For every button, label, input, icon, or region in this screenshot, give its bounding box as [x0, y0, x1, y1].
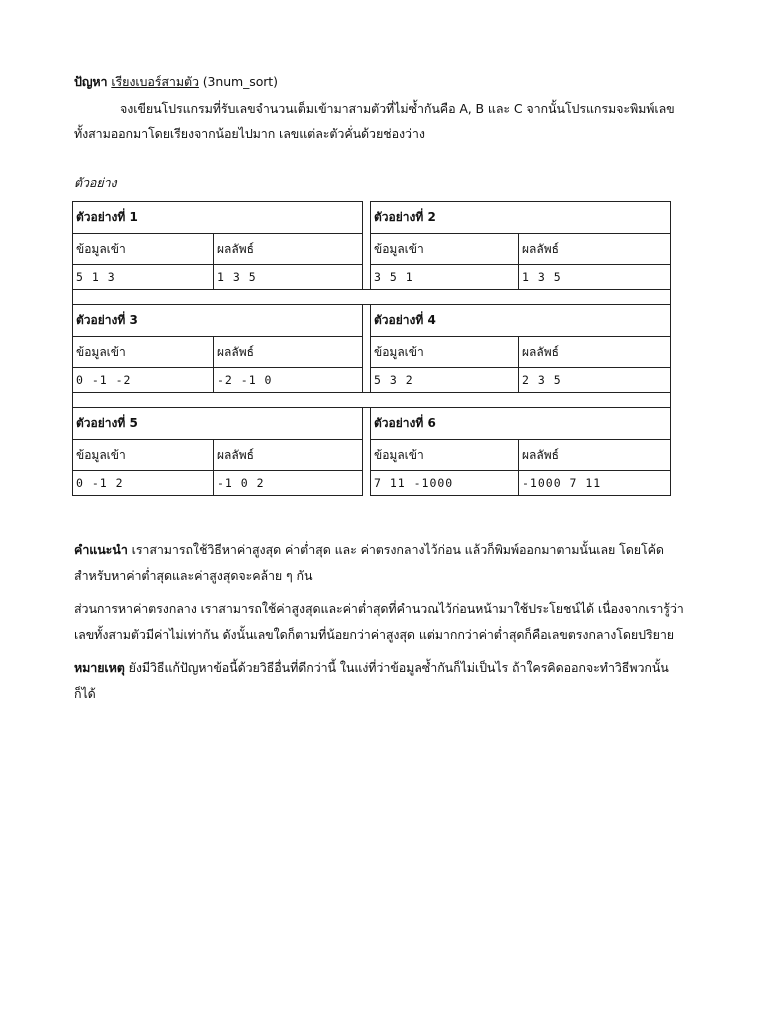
example-3-title: ตัวอย่างที่ 3	[73, 305, 363, 337]
example-5-output-label: ผลลัพธ์	[214, 440, 363, 471]
example-5-output: -1 0 2	[214, 471, 363, 496]
problem-label: ปัญหา	[74, 74, 108, 89]
example-5-title: ตัวอย่างที่ 5	[73, 408, 363, 440]
example-6-input-label: ข้อมูลเข้า	[371, 440, 519, 471]
note-line2: ก็ได้	[74, 686, 96, 701]
hint-line2: สำหรับหาค่าต่ำสุดและค่าสูงสุดจะคล้าย ๆ กัน	[74, 568, 313, 583]
hint-label: คำแนะนำ	[74, 542, 128, 557]
middle-line2: เลขทั้งสามตัวมีค่าไม่เท่ากัน ดังนั้นเลขใดก็ตามที่น้อยกว่าค่าสูงสุด แต่มากกว่าค่าต่ำสุดก็คือเลขตรงกลางโดยปริยาย	[74, 627, 674, 642]
examples-table	[72, 201, 671, 496]
hint-line1	[74, 540, 664, 560]
example-4-title: ตัวอย่างที่ 4	[371, 305, 671, 337]
example-6-title: ตัวอย่างที่ 6	[371, 408, 671, 440]
example-spacer-row	[73, 393, 671, 408]
example-3-input: 0 -1 -2	[73, 368, 214, 393]
problem-heading	[74, 72, 278, 92]
hint-text-1: เราสามารถใช้วิธีหาค่าสูงสุด ค่าต่ำสุด และ ค่าตรงกลางไว้ก่อน แล้วก็พิมพ์ออกมาตามนั้นเลย โดยโค้ด	[131, 542, 664, 557]
note-line1	[74, 658, 669, 678]
example-1-output-label: ผลลัพธ์	[214, 234, 363, 265]
example-1-output: 1 3 5	[214, 265, 363, 290]
example-spacer-row	[73, 290, 671, 305]
problem-desc-line2: ทั้งสามออกมาโดยเรียงจากน้อยไปมาก เลขแต่ละตัวคั่นด้วยช่องว่าง	[74, 126, 425, 141]
example-1-title: ตัวอย่างที่ 1	[73, 202, 363, 234]
example-6-input: 7 11 -1000	[371, 471, 519, 496]
example-2-title: ตัวอย่างที่ 2	[371, 202, 671, 234]
example-4-input-label: ข้อมูลเข้า	[371, 337, 519, 368]
problem-desc-line1: จงเขียนโปรแกรมที่รับเลขจำนวนเต็มเข้ามาสามตัวที่ไม่ซ้ำกันคือ A, B และ C จากนั้นโปรแกรมจะพิมพ์เลข	[120, 101, 675, 116]
note-label: หมายเหตุ	[74, 660, 125, 675]
example-3-output-label: ผลลัพธ์	[214, 337, 363, 368]
example-6-output: -1000 7 11	[519, 471, 671, 496]
example-4-output: 2 3 5	[519, 368, 671, 393]
example-3-input-label: ข้อมูลเข้า	[73, 337, 214, 368]
note-text-1: ยังมีวิธีแก้ปัญหาข้อนี้ด้วยวิธีอื่นที่ดีกว่านี้ ในแง่ที่ว่าข้อมูลซ้ำกันก็ไม่เป็นไร ถ้าใครคิดออกจะทำวิธีพวกนั้น	[128, 660, 669, 675]
example-1-input: 5 1 3	[73, 265, 214, 290]
problem-title: เรียงเบอร์สามตัว	[111, 74, 199, 89]
example-5-input: 0 -1 2	[73, 471, 214, 496]
example-6-output-label: ผลลัพธ์	[519, 440, 671, 471]
problem-code: (3num_sort)	[202, 74, 278, 89]
example-3-output: -2 -1 0	[214, 368, 363, 393]
example-4-output-label: ผลลัพธ์	[519, 337, 671, 368]
example-5-input-label: ข้อมูลเข้า	[73, 440, 214, 471]
middle-line1: ส่วนการหาค่าตรงกลาง เราสามารถใช้ค่าสูงสุดและค่าต่ำสุดที่คำนวณไว้ก่อนหน้ามาใช้ประโยชน์ได้ เนื่องจากเรารู้ว่า	[74, 601, 684, 616]
example-2-input-label: ข้อมูลเข้า	[371, 234, 519, 265]
examples-heading: ตัวอย่าง	[74, 175, 117, 190]
example-2-output: 1 3 5	[519, 265, 671, 290]
example-2-output-label: ผลลัพธ์	[519, 234, 671, 265]
example-1-input-label: ข้อมูลเข้า	[73, 234, 214, 265]
example-4-input: 5 3 2	[371, 368, 519, 393]
example-2-input: 3 5 1	[371, 265, 519, 290]
